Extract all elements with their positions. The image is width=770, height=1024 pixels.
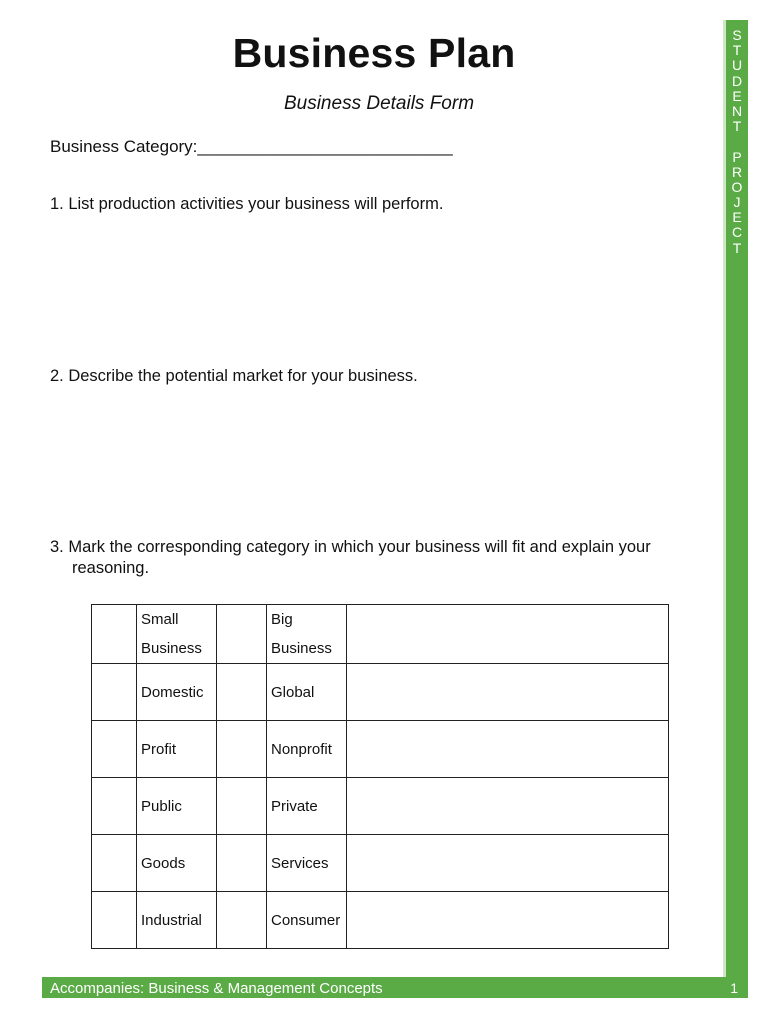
explanation-cell[interactable] [347, 664, 669, 721]
category-label: Profit [137, 721, 217, 778]
checkbox-cell[interactable] [217, 664, 267, 721]
sidebar-letter: E [732, 87, 742, 104]
checkbox-cell[interactable] [92, 664, 137, 721]
category-label [137, 605, 217, 664]
category-label: Domestic [137, 664, 217, 721]
category-label: Industrial [137, 892, 217, 949]
category-label-line: Business [141, 640, 202, 657]
sidebar-letter: S [732, 27, 742, 43]
category-label: Goods [137, 835, 217, 892]
sidebar-letter: O [731, 178, 743, 195]
sidebar-letter: T [732, 239, 742, 256]
page-title: Business Plan [232, 30, 516, 76]
sidebar-letter: P [732, 148, 742, 165]
category-label: Private [267, 778, 347, 835]
checkbox-cell[interactable] [92, 605, 137, 664]
question-3-line-2: reasoning. [72, 559, 150, 577]
sidebar-letter: U [731, 57, 743, 74]
question-3 [50, 537, 710, 579]
checkbox-cell[interactable] [92, 721, 137, 778]
table-row [92, 835, 669, 892]
question-3-line-1: 3. Mark the corresponding category in which your business will fit and explain your [50, 538, 651, 556]
explanation-cell[interactable] [347, 721, 669, 778]
category-label: Global [267, 664, 347, 721]
category-label: Public [137, 778, 217, 835]
sidebar-letter: J [733, 194, 741, 211]
explanation-cell[interactable] [347, 778, 669, 835]
category-label-line: Business [271, 640, 332, 657]
table-row [92, 778, 669, 835]
question-2: 2. Describe the potential market for your business. [50, 367, 418, 385]
explanation-cell[interactable] [347, 892, 669, 949]
category-label: Consumer [267, 892, 347, 949]
table-row [92, 605, 669, 664]
checkbox-cell[interactable] [92, 892, 137, 949]
sidebar-letter: T [732, 118, 742, 135]
table-row [92, 892, 669, 949]
sidebar-letter: C [731, 224, 743, 241]
category-label: Nonprofit [267, 721, 347, 778]
checkbox-cell[interactable] [217, 892, 267, 949]
footer-bar [42, 977, 748, 998]
category-label: Services [267, 835, 347, 892]
checkbox-cell[interactable] [217, 721, 267, 778]
page-subtitle: Business Details Form [283, 93, 475, 114]
category-label-line: Small [141, 611, 179, 628]
checkbox-cell[interactable] [217, 605, 267, 664]
business-category-field[interactable]: Business Category:___________________________ [50, 137, 453, 156]
question-1: 1. List production activities your business will perform. [50, 195, 444, 213]
checkbox-cell[interactable] [217, 835, 267, 892]
checkbox-cell[interactable] [92, 835, 137, 892]
sidebar-letter: N [731, 102, 743, 119]
category-table [91, 604, 669, 949]
explanation-cell[interactable] [347, 605, 669, 664]
sidebar-letter: T [732, 42, 742, 59]
page-number: 1 [730, 980, 738, 996]
table-row [92, 664, 669, 721]
sidebar-letter: E [732, 209, 742, 226]
category-label-line: Big [271, 611, 293, 628]
category-label [267, 605, 347, 664]
explanation-cell[interactable] [347, 835, 669, 892]
table-row [92, 721, 669, 778]
footer-text: Accompanies: Business & Management Concepts [50, 980, 383, 997]
sidebar-letter: R [731, 163, 743, 180]
checkbox-cell[interactable] [92, 778, 137, 835]
checkbox-cell[interactable] [217, 778, 267, 835]
sidebar-letter: D [731, 72, 743, 89]
student-project-sidebar [723, 20, 748, 998]
